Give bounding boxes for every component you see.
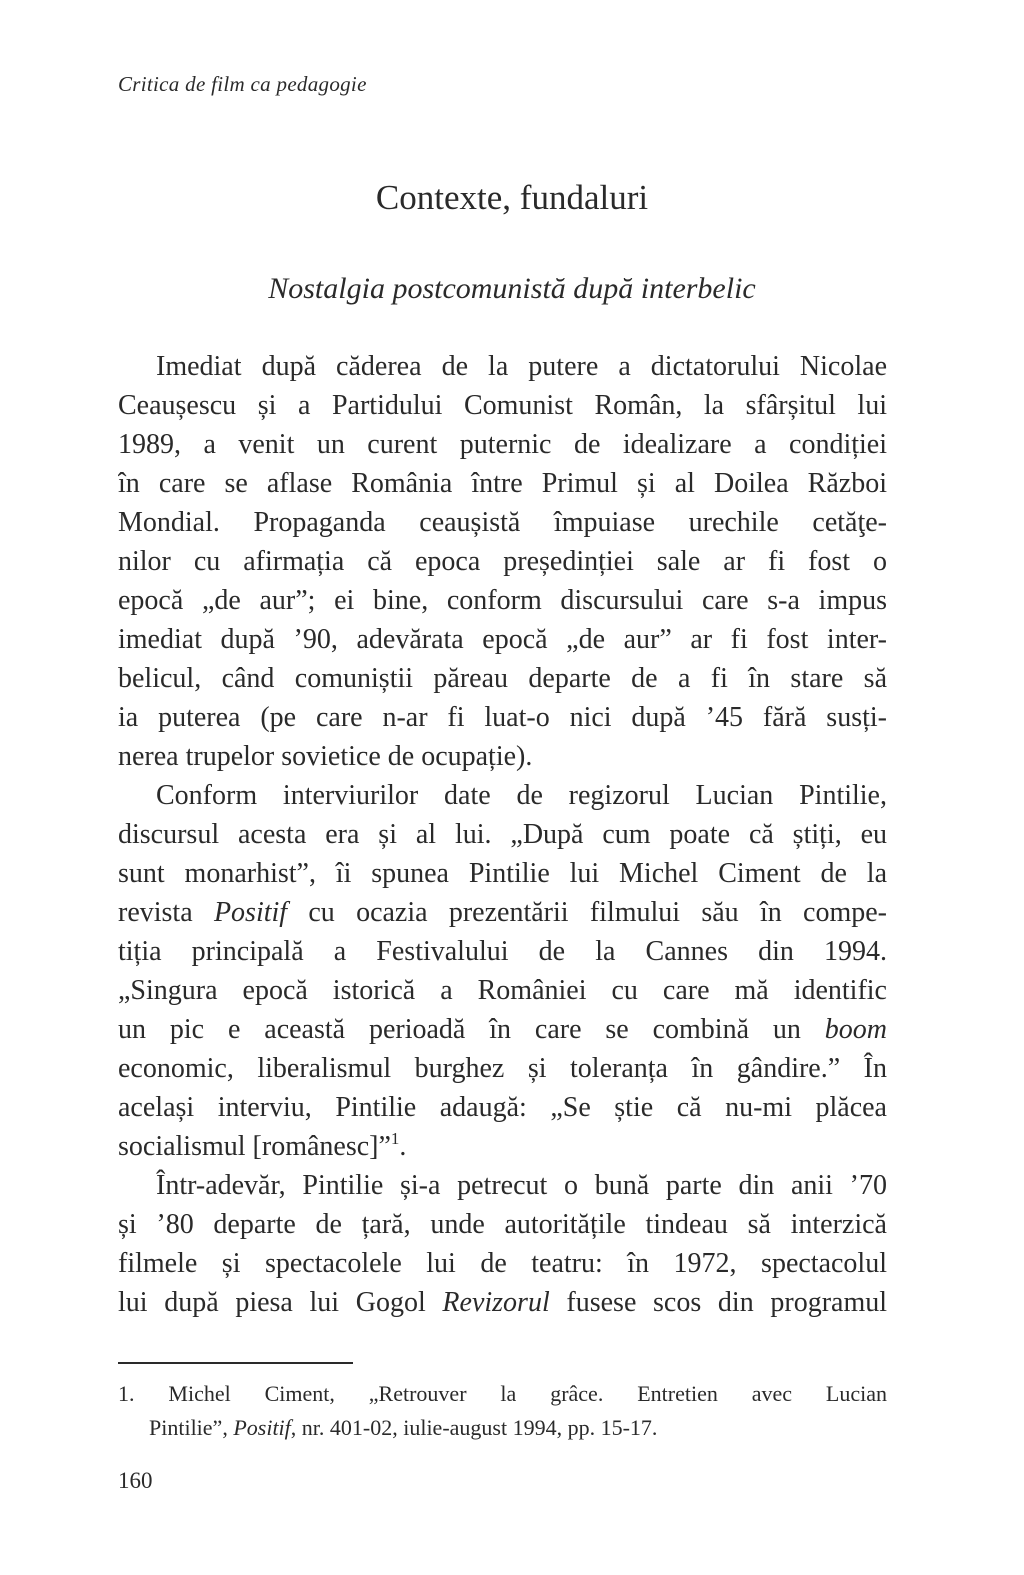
text-segment: filmele și spectacolele lui de teatru: în 1972, spectacolul bbox=[118, 1248, 887, 1279]
text-line bbox=[118, 932, 887, 971]
text-segment: discursul acesta era și al lui. „După cum poate că știți, eu bbox=[118, 819, 887, 850]
footnote-line-2 bbox=[118, 1411, 887, 1445]
paragraph bbox=[118, 776, 887, 1166]
text-line bbox=[118, 1088, 887, 1127]
text-segment: Într-adevăr, Pintilie și-a petrecut o bună parte din anii ’70 bbox=[156, 1170, 887, 1201]
section-subtitle: Nostalgia postcomunistă după interbelic bbox=[268, 272, 756, 305]
text-segment: cu ocazia prezentării filmului său în compe- bbox=[287, 897, 887, 928]
footnote bbox=[118, 1377, 887, 1445]
text-segment: . bbox=[399, 1131, 407, 1162]
footnote-rule bbox=[118, 1362, 353, 1364]
text-line bbox=[118, 425, 887, 464]
text-segment: Conform interviurilor date de regizorul Lucian Pintilie, bbox=[156, 780, 887, 811]
text-segment: nilor cu afirmația că epoca președinției sale ar fi fost o bbox=[118, 546, 887, 577]
text-line bbox=[118, 1205, 887, 1244]
text-segment: tiția principală a Festivalului de la Cannes din 1994. bbox=[118, 936, 887, 967]
text-line bbox=[118, 620, 887, 659]
text-segment: „Singura epocă istorică a României cu care mă identific bbox=[118, 975, 887, 1006]
text-segment: și ’80 departe de țară, unde autoritățile tindeau să interzică bbox=[118, 1209, 887, 1240]
text-line bbox=[118, 503, 887, 542]
text-segment: un pic e această perioadă în care se combină un bbox=[118, 1014, 825, 1045]
footnote-reference: 1 bbox=[390, 1129, 400, 1148]
text-line bbox=[118, 542, 887, 581]
italic-text: boom bbox=[824, 1014, 887, 1045]
footnote-line-1 bbox=[118, 1377, 887, 1411]
italic-text: Positif bbox=[213, 897, 288, 928]
text-line bbox=[118, 347, 887, 386]
footnote-text: , nr. 401-02, iulie-august 1994, pp. 15-17. bbox=[290, 1415, 658, 1440]
text-segment: 1989, a venit un curent puternic de idealizare a condiției bbox=[118, 429, 887, 460]
text-segment: Imediat după căderea de la putere a dictatorului Nicolae bbox=[156, 351, 887, 382]
text-segment: același interviu, Pintilie adaugă: „Se știe că nu-mi plăcea bbox=[118, 1092, 887, 1123]
text-line bbox=[118, 971, 887, 1010]
text-line bbox=[118, 1049, 887, 1088]
text-segment: economic, liberalismul burghez și toleranța în gândire.” În bbox=[118, 1053, 887, 1084]
italic-text: Revizorul bbox=[442, 1287, 550, 1318]
text-segment: ia puterea (pe care n-ar fi luat-o nici după ’45 fără susți- bbox=[118, 702, 887, 733]
text-line bbox=[118, 1010, 887, 1049]
text-segment: epocă „de aur”; ei bine, conform discursului care s-a impus bbox=[118, 585, 887, 616]
text-segment: lui după piesa lui Gogol bbox=[118, 1287, 443, 1318]
text-segment: socialismul [românesc]” bbox=[118, 1131, 391, 1162]
text-line bbox=[118, 815, 887, 854]
footnote-text: Michel Ciment, „Retrouver la grâce. Entretien avec Lucian bbox=[168, 1381, 888, 1406]
text-segment: în care se aflase România între Primul și al Doilea Război bbox=[118, 468, 887, 499]
footnote-text: Pintilie”, bbox=[149, 1415, 234, 1440]
text-segment: imediat după ’90, adevărata epocă „de aur” ar fi fost inter- bbox=[118, 624, 887, 655]
text-line bbox=[118, 698, 887, 737]
footnote-number: 1. bbox=[118, 1381, 135, 1406]
text-segment: belicul, când comuniștii păreau departe de a fi în stare să bbox=[118, 663, 887, 694]
text-line bbox=[118, 1283, 887, 1322]
text-line bbox=[118, 464, 887, 503]
text-segment: Mondial. Propaganda ceaușistă împuiase urechile cetăţe- bbox=[118, 507, 887, 538]
text-line bbox=[118, 737, 887, 776]
text-segment: fusese scos din programul bbox=[549, 1287, 887, 1318]
text-line bbox=[118, 581, 887, 620]
text-line bbox=[118, 893, 887, 932]
page-number: 160 bbox=[118, 1468, 153, 1493]
text-line bbox=[118, 1166, 887, 1205]
text-line bbox=[118, 776, 887, 815]
text-line bbox=[118, 659, 887, 698]
text-segment: Ceaușescu și a Partidului Comunist Român, la sfârșitul lui bbox=[118, 390, 887, 421]
chapter-title: Contexte, fundaluri bbox=[375, 178, 649, 217]
text-line bbox=[118, 854, 887, 893]
footnote-journal-title: Positif bbox=[233, 1415, 291, 1440]
text-segment: revista bbox=[118, 897, 214, 928]
body-text bbox=[118, 347, 887, 1322]
text-segment: nerea trupelor sovietice de ocupație). bbox=[118, 741, 533, 772]
paragraph bbox=[118, 347, 887, 776]
text-line bbox=[118, 1127, 887, 1166]
paragraph bbox=[118, 1166, 887, 1322]
text-line bbox=[118, 1244, 887, 1283]
text-segment: sunt monarhist”, îi spunea Pintilie lui Michel Ciment de la bbox=[118, 858, 887, 889]
text-line bbox=[118, 386, 887, 425]
running-head: Critica de film ca pedagogie bbox=[118, 72, 367, 96]
